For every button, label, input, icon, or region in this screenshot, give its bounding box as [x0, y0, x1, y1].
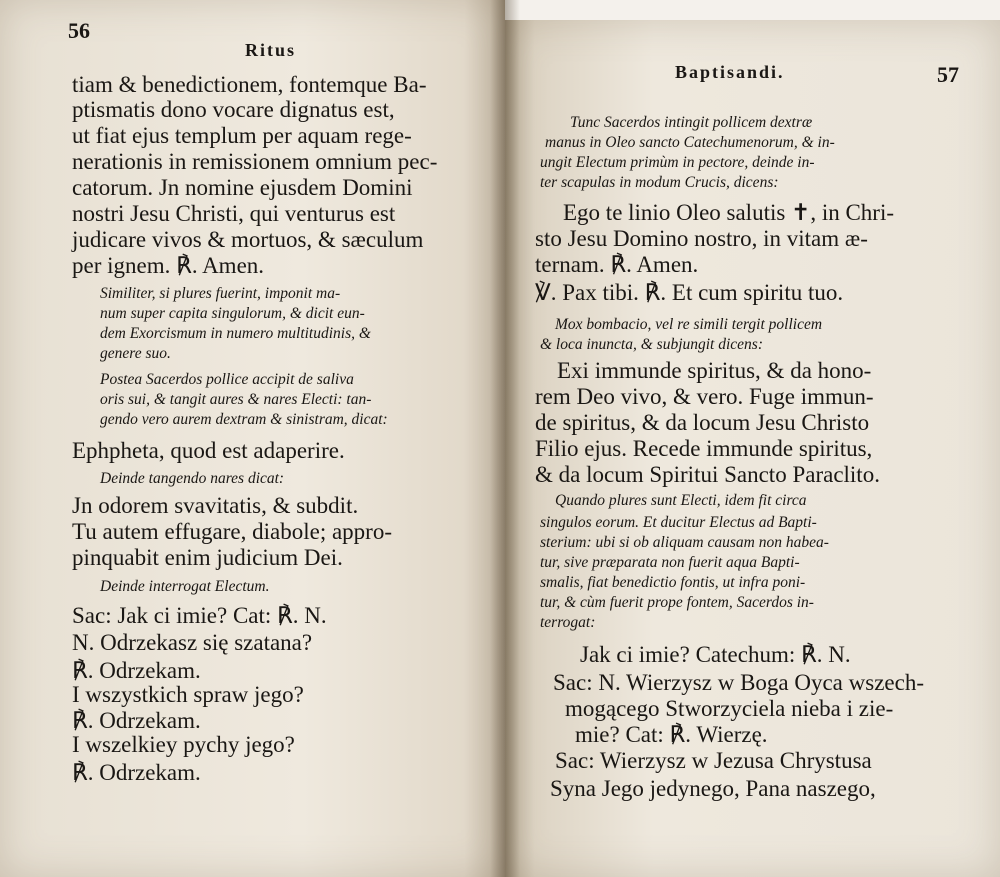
- rubric-line: gendo vero aurem dextram & sinistram, dicat:: [100, 411, 388, 428]
- right-page: [505, 20, 1000, 877]
- rubric-line: tur, sive præparata non fuerit aqua Bapti-: [540, 554, 800, 571]
- text-line: tiam & benedictionem, fontemque Ba-: [72, 72, 427, 97]
- rubric-line: ungit Electum primùm in pectore, deinde in-: [540, 154, 815, 171]
- text-line: Tu autem effugare, diabole; appro-: [72, 519, 392, 544]
- text-line: mogącego Stworzyciela nieba i zie-: [565, 696, 894, 721]
- text-line: per ignem. ℟. Amen.: [72, 253, 265, 278]
- text-line: judicare vivos & mortuos, & sæculum: [72, 227, 424, 252]
- rubric-line: Deinde tangendo nares dicat:: [100, 470, 285, 487]
- right-running-header: Baptisandi.: [675, 62, 785, 82]
- rubric-line: Quando plures sunt Electi, idem fit circa: [555, 492, 807, 509]
- text-line: Syna Jego jedynego, Pana naszego,: [550, 776, 876, 801]
- text-line: ternam. ℟. Amen.: [535, 252, 699, 277]
- rubric-line: Deinde interrogat Electum.: [100, 578, 270, 595]
- text-line: ℣. Pax tibi. ℟. Et cum spiritu tuo.: [535, 280, 844, 305]
- rubric-line: dem Exorcismum in numero multitudinis, &: [100, 325, 371, 342]
- rubric-line: & loca inuncta, & subjungit dicens:: [540, 336, 764, 353]
- text-line: Jn odorem svavitatis, & subdit.: [72, 493, 359, 518]
- rubric-line: Similiter, si plures fuerint, imponit ma-: [100, 285, 341, 302]
- text-line: Exi immunde spiritus, & da hono-: [557, 358, 872, 383]
- rubric-line: ter scapulas in modum Crucis, dicens:: [540, 174, 779, 191]
- rubric-line: sterium: ubi si ob aliquam causam non habea-: [540, 534, 829, 551]
- text-line: catorum. Jn nomine ejusdem Domini: [72, 175, 413, 200]
- book-gutter: [490, 0, 520, 877]
- rubric-line: terrogat:: [540, 614, 596, 631]
- text-line: Ephpheta, quod est adaperire.: [72, 438, 345, 463]
- left-page-number: 56: [68, 18, 90, 43]
- text-line: ℟. Odrzekam.: [72, 760, 201, 785]
- text-line: pinquabit enim judicium Dei.: [72, 545, 343, 570]
- text-line: I wszystkich spraw jego?: [72, 682, 304, 707]
- text-line: de spiritus, & da locum Jesu Christo: [535, 410, 870, 435]
- rubric-line: oris sui, & tangit aures & nares Electi: tan-: [100, 391, 372, 408]
- text-line: Sac: N. Wierzysz w Boga Oyca wszech-: [553, 670, 924, 695]
- rubric-line: genere suo.: [100, 345, 171, 362]
- text-line: Filio ejus. Recede immunde spiritus,: [535, 436, 873, 461]
- text-line: & da locum Spiritui Sancto Paraclito.: [535, 462, 880, 487]
- rubric-line: manus in Oleo sancto Catechumenorum, & in-: [545, 134, 835, 151]
- rubric-line: singulos eorum. Et ducitur Electus ad Bapti-: [540, 514, 817, 531]
- text-line: ℟. Odrzekam.: [72, 708, 201, 733]
- text-line: I wszelkiey pychy jego?: [72, 732, 295, 757]
- rubric-line: num super capita singulorum, & dicit eun-: [100, 305, 365, 322]
- text-line: mie? Cat: ℟. Wierzę.: [575, 722, 768, 747]
- rubric-line: Postea Sacerdos pollice accipit de saliva: [100, 371, 354, 388]
- right-page-number: 57: [937, 62, 959, 87]
- text-line: Jak ci imie? Catechum: ℟. N.: [580, 642, 851, 667]
- text-line: ℟. Odrzekam.: [72, 658, 201, 683]
- text-line: Sac: Wierzysz w Jezusa Chrystusa: [555, 748, 872, 773]
- text-line: Sac: Jak ci imie? Cat: ℟. N.: [72, 603, 327, 628]
- text-line: N. Odrzekasz się szatana?: [72, 630, 313, 655]
- text-line: ut fiat ejus templum per aquam rege-: [72, 123, 412, 148]
- text-line: nerationis in remissionem omnium pec-: [72, 149, 438, 174]
- rubric-line: Mox bombacio, vel re simili tergit pollicem: [555, 316, 823, 333]
- text-line: nostri Jesu Christi, qui venturus est: [72, 201, 396, 226]
- text-line: ptismatis dono vocare dignatus est,: [72, 97, 395, 122]
- rubric-line: smalis, fiat benedictio fontis, ut infra poni-: [540, 574, 806, 591]
- rubric-line: tur, & cùm fuerit prope fontem, Sacerdos in-: [540, 594, 814, 611]
- text-line: rem Deo vivo, & vero. Fuge immun-: [535, 384, 874, 409]
- text-line: sto Jesu Domino nostro, in vitam æ-: [535, 226, 868, 251]
- text-line: Ego te linio Oleo salutis ✝, in Chri-: [563, 200, 895, 225]
- left-running-header: Ritus: [245, 40, 297, 60]
- rubric-line: Tunc Sacerdos intingit pollicem dextræ: [570, 114, 813, 131]
